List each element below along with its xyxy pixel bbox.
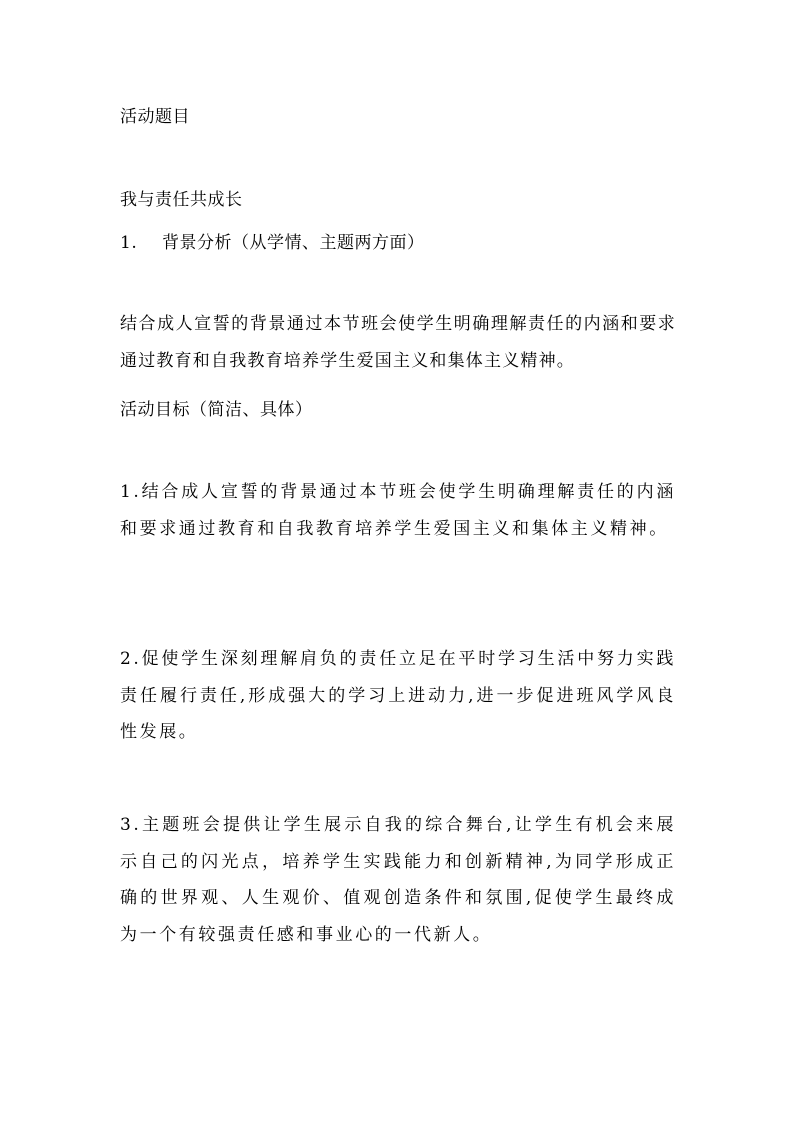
activity-title-label: 活动题目 xyxy=(120,107,190,127)
section-1-heading-text: 背景分析（从学情、主题两方面） xyxy=(162,233,425,253)
background-paragraph: 结合成人宣誓的背景通过本节班会使学生明确理解责任的内涵和要求通过教育和自我教育培养学生爱国主义和集体主义精神。 xyxy=(120,314,676,371)
section-1-heading xyxy=(120,232,425,254)
goals-heading: 活动目标（简洁、具体） xyxy=(120,400,313,420)
goal-item-2: 2.促使学生深刻理解肩负的责任立足在平时学习生活中努力实践责任履行责任,形成强大的学习上进动力,进一步促进班风学风良性发展。 xyxy=(120,649,676,742)
activity-title: 我与责任共成长 xyxy=(120,190,243,210)
goal-item-1: 1.结合成人宣誓的背景通过本节班会使学生明确理解责任的内涵和要求通过教育和自我教育培养学生爱国主义和集体主义精神。 xyxy=(120,482,676,539)
goal-item-3: 3.主题班会提供让学生展示自我的综合舞台,让学生有机会来展示自己的闪光点，培养学生实践能力和创新精神,为同学形成正确的世界观、人生观价、值观创造条件和氛围,促使学生最终成为一个有较强责任感和事业心的一代新人。 xyxy=(120,815,676,945)
section-1-number: 1. xyxy=(120,233,138,253)
